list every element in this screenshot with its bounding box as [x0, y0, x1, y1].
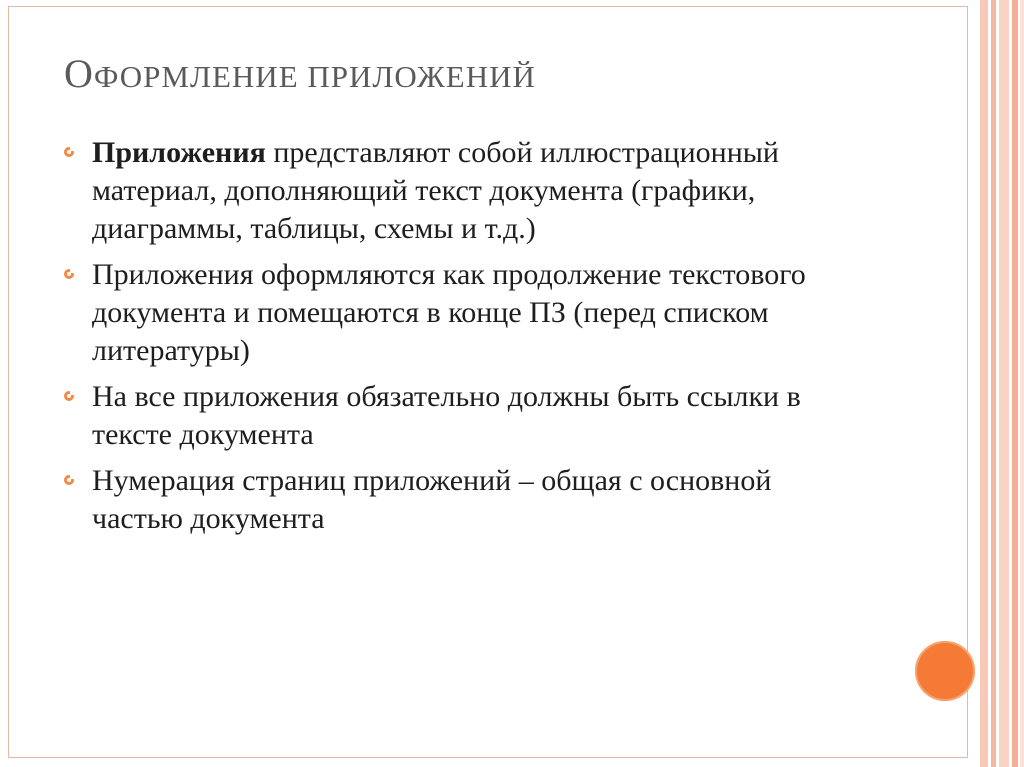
bullet-item: [64, 256, 844, 370]
bullet-item: [64, 378, 844, 454]
bullet-text: представляют собой иллюстрационный материал, дополняющий текст документа (графики, диаграммы, таблицы, схемы и т.д.): [92, 136, 779, 245]
orange-circle-decoration: [915, 641, 975, 701]
bullet-marker-icon: [64, 147, 74, 157]
bullet-item: [64, 462, 844, 538]
bullet-text: Приложения оформляются как продолжение текстового документа и помещаются в конце ПЗ (перед списком литературы): [92, 258, 806, 367]
stripe: [991, 0, 996, 767]
bullet-bold-text: Приложения: [92, 136, 266, 169]
bullet-marker-icon: [64, 269, 74, 279]
bullet-marker-icon: [64, 475, 74, 485]
title-first-letter: О: [64, 51, 94, 96]
bullet-item: [64, 134, 844, 248]
bullet-marker-icon: [64, 391, 74, 401]
bullet-text: На все приложения обязательно должны быть ссылки в тексте документа: [92, 380, 801, 451]
stripe: [1020, 0, 1024, 767]
stripe: [999, 0, 1009, 767]
bullet-list: [64, 134, 844, 546]
stripe: [980, 0, 988, 767]
slide-title: [64, 52, 536, 96]
title-rest: ФОРМЛЕНИЕ ПРИЛОЖЕНИЙ: [93, 59, 536, 94]
decorative-stripes: [980, 0, 1024, 767]
bullet-text: Нумерация страниц приложений – общая с основной частью документа: [92, 464, 772, 535]
stripe: [1012, 0, 1018, 767]
